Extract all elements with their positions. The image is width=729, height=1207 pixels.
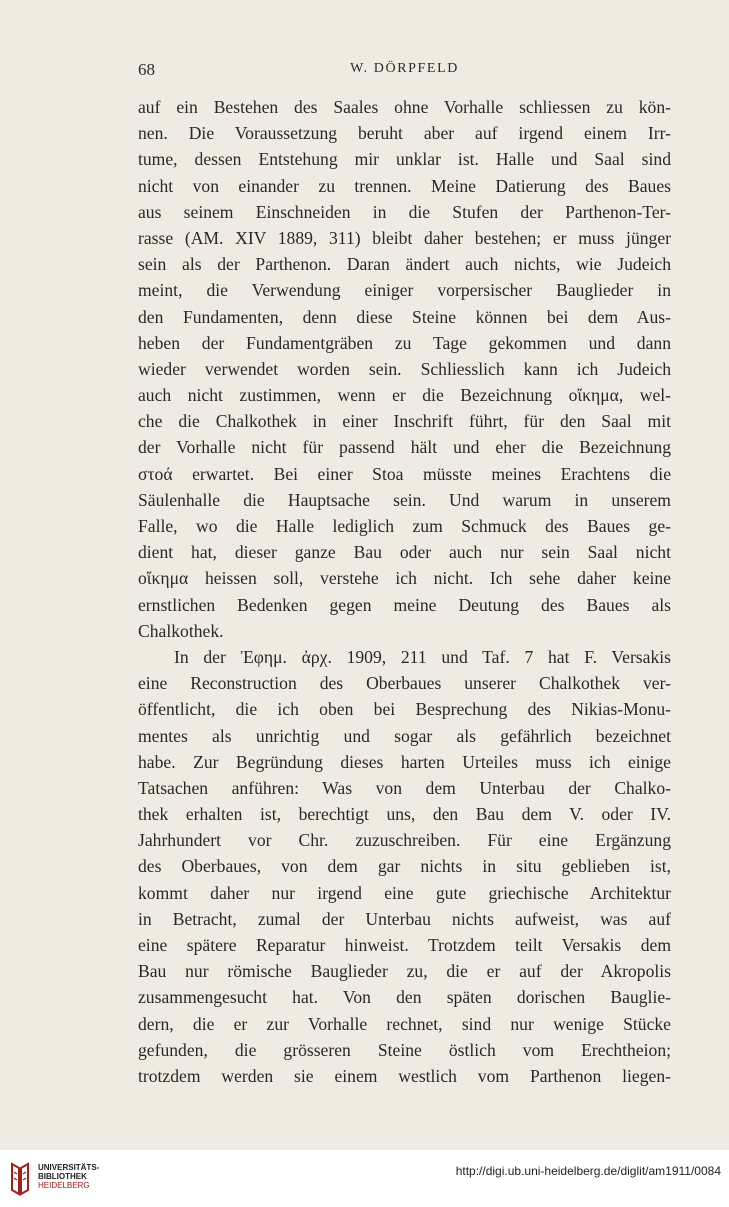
text-line: wieder verwendet worden sein. Schliesslich kann ich Judeich bbox=[138, 358, 671, 379]
text-line: Tatsachen anführen: Was von dem Unterbau der Chalko- bbox=[138, 777, 671, 798]
text-line: des Oberbaues, von dem gar nichts in situ geblieben ist, bbox=[138, 856, 671, 877]
library-logo-icon bbox=[8, 1160, 32, 1198]
library-name-line: BIBLIOTHEK bbox=[38, 1172, 87, 1181]
text-line: zusammengesucht hat. Von den späten dorischen Bauglie- bbox=[138, 987, 671, 1008]
text-line: der Vorhalle nicht für passend hält und eher die Bezeichnung bbox=[138, 437, 671, 458]
text-line: eine Reconstruction des Oberbaues unserer Chalkothek ver- bbox=[138, 673, 671, 694]
text-line: sein als der Parthenon. Daran ändert auch nichts, wie Judeich bbox=[138, 254, 671, 275]
text-line: gefunden, die grösseren Steine östlich vom Erechtheion; bbox=[138, 1039, 671, 1060]
viewer-footer bbox=[0, 1150, 729, 1207]
text-line: nicht von einander zu trennen. Meine Datierung des Baues bbox=[138, 175, 671, 196]
text-line: οἴκημα heissen soll, verstehe ich nicht. Ich sehe daher keine bbox=[138, 568, 671, 589]
text-line: eine spätere Reparatur hinweist. Trotzdem teilt Versakis dem bbox=[138, 935, 671, 955]
text-line: Jahrhundert vor Chr. zuzuschreiben. Für eine Ergänzung bbox=[138, 830, 671, 851]
text-line: aus seinem Einschneiden in die Stufen der Parthenon-Ter- bbox=[138, 201, 671, 222]
text-line: nen. Die Voraussetzung beruht aber auf irgend einem Irr- bbox=[138, 123, 671, 144]
text-line: Säulenhalle die Hauptsache sein. Und warum in unserem bbox=[138, 489, 671, 510]
text-line: auf ein Bestehen des Saales ohne Vorhalle schliessen zu kön- bbox=[138, 97, 671, 117]
text-line: ernstlichen Bedenken gegen meine Deutung des Baues als bbox=[138, 594, 671, 615]
text-line: auch nicht zustimmen, wenn er die Bezeichnung οἴκημα, wel- bbox=[138, 385, 671, 406]
library-name bbox=[38, 1163, 99, 1190]
page-number: 68 bbox=[138, 60, 155, 79]
library-name-line: UNIVERSITÄTS- bbox=[38, 1163, 100, 1172]
text-line: Falle, wo die Halle lediglich zum Schmuck des Baues ge- bbox=[138, 516, 671, 536]
text-line: Bau nur römische Bauglieder zu, die er auf der Akropolis bbox=[138, 961, 671, 982]
text-line: In der Ἐφημ. ἀρχ. 1909, 211 und Taf. 7 hat F. Versakis bbox=[174, 646, 671, 667]
page-header bbox=[138, 60, 671, 86]
text-line: Chalkothek. bbox=[138, 620, 224, 641]
running-head: W. DÖRPFELD bbox=[350, 61, 459, 76]
text-line: dient hat, dieser ganze Bau oder auch nur sein Saal nicht bbox=[138, 542, 671, 563]
text-line: trotzdem werden sie einem westlich vom Parthenon liegen- bbox=[138, 1065, 671, 1086]
text-line: tume, dessen Entstehung mir unklar ist. Halle und Saal sind bbox=[138, 149, 671, 170]
text-line: rasse (AM. XIV 1889, 311) bleibt daher bestehen; er muss jünger bbox=[138, 227, 671, 248]
text-line: mentes als unrichtig und sogar als gefährlich bezeichnet bbox=[138, 725, 671, 746]
text-line: heben der Fundamentgräben zu Tage gekommen und dann bbox=[138, 332, 671, 353]
text-line: öffentlicht, die ich oben bei Besprechung des Nikias-Monu- bbox=[138, 699, 671, 720]
text-line: habe. Zur Begründung dieses harten Urteiles muss ich einige bbox=[138, 751, 671, 772]
text-line: kommt daher nur irgend eine gute griechische Architektur bbox=[138, 882, 671, 903]
library-name-line: HEIDELBERG bbox=[38, 1181, 90, 1190]
text-line: den Fundamenten, denn diese Steine können bei dem Aus- bbox=[138, 306, 671, 327]
text-line: che die Chalkothek in einer Inschrift führt, für den Saal mit bbox=[138, 411, 671, 432]
text-line: thek erhalten ist, berechtigt uns, den Bau dem V. oder IV. bbox=[138, 804, 671, 825]
text-line: στοά erwartet. Bei einer Stoa müsste meines Erachtens die bbox=[138, 463, 671, 484]
text-line: meint, die Verwendung einiger vorpersischer Bauglieder in bbox=[138, 280, 671, 301]
source-url-link[interactable]: http://digi.ub.uni-heidelberg.de/diglit/am1911/0084 bbox=[455, 1164, 721, 1178]
text-line: in Betracht, zumal der Unterbau nichts aufweist, was auf bbox=[138, 908, 671, 929]
body-text bbox=[138, 94, 671, 1089]
text-line: dern, die er zur Vorhalle rechnet, sind nur wenige Stücke bbox=[138, 1013, 671, 1034]
